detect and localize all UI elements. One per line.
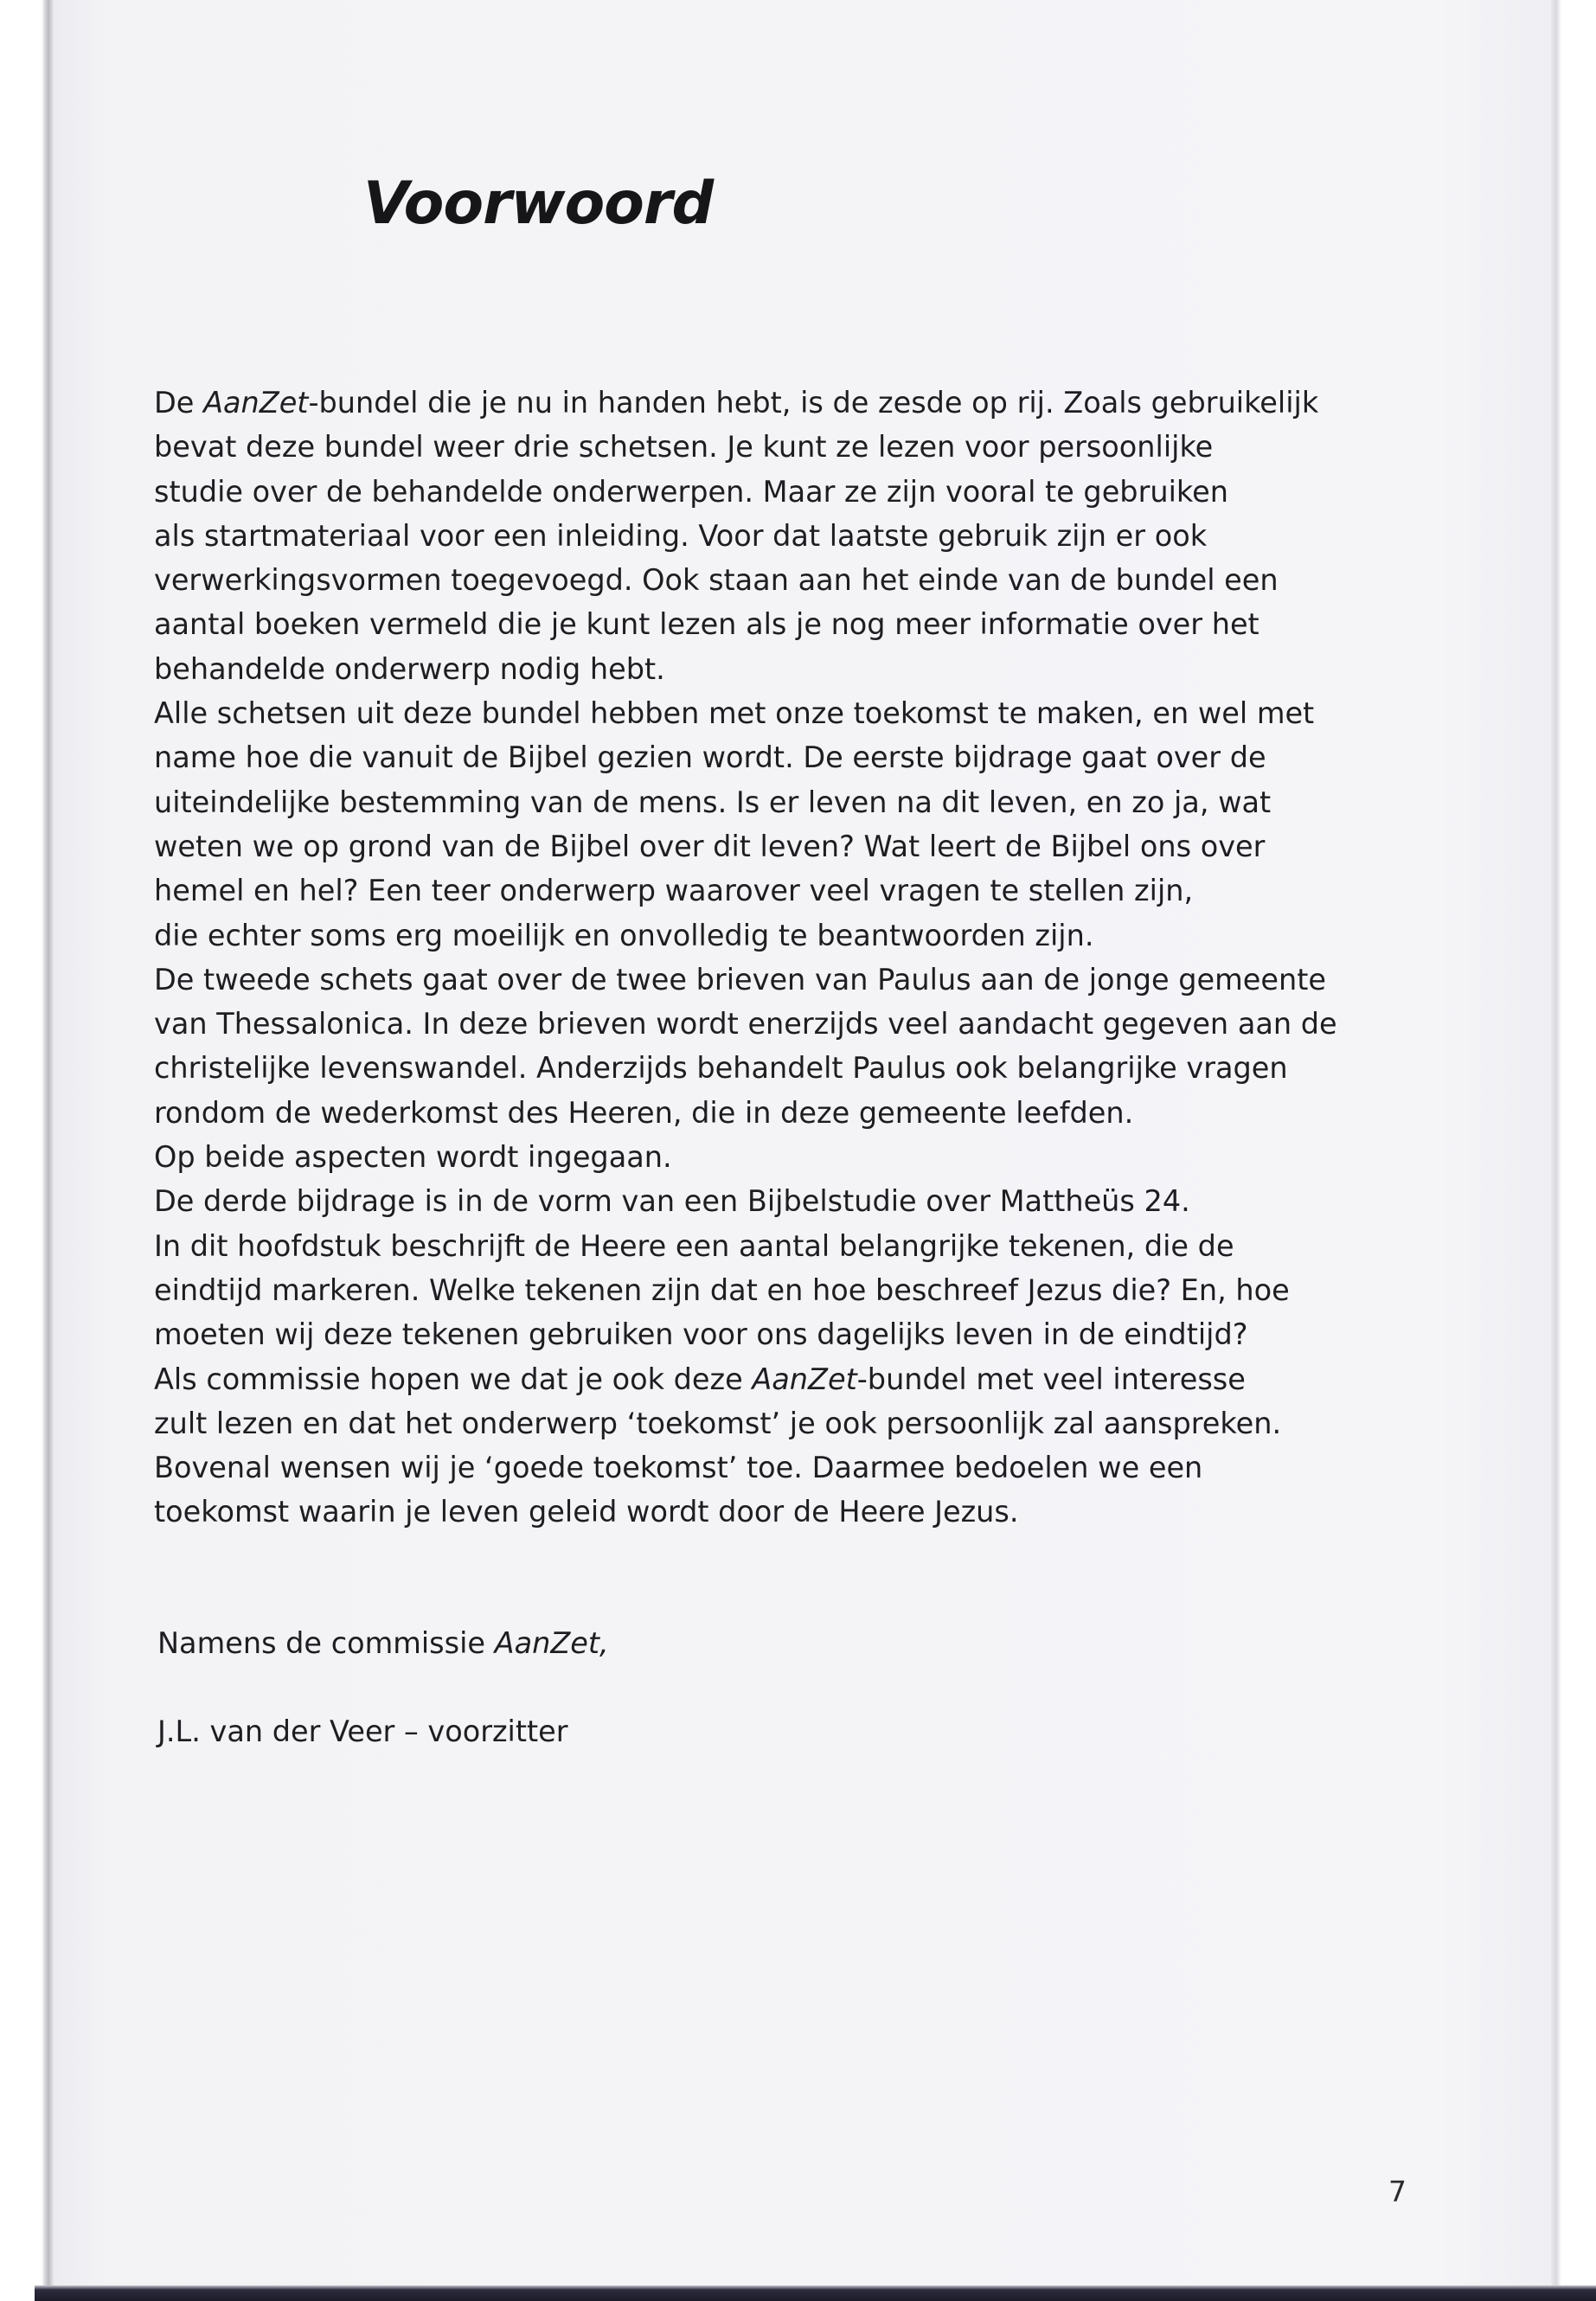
body-text-segment: weten we op grond van de Bijbel over dit leven? Wat leert de Bijbel ons over [154,829,1266,863]
body-line [154,780,1356,824]
page-right-edge [1551,0,1596,2301]
body-line [154,868,1356,913]
body-text-segment: Alle schetsen uit deze bundel hebben met onze toekomst te maken, en wel met [154,696,1315,731]
closing-committee-name: AanZet, [494,1626,609,1660]
body-line [154,1445,1356,1490]
body-line [154,470,1356,514]
body-text-segment: zult lezen en dat het onderwerp ‘toekomst’ je ook persoonlijk zal aanspreken. [154,1406,1282,1440]
page-number: 7 [1388,2175,1407,2208]
body-text-segment: toekomst waarin je leven geleid wordt door de Heere Jezus. [154,1495,1019,1529]
body-text-segment: verwerkingsvormen toegevoegd. Ook staan aan het einde van de bundel een [154,563,1279,598]
page-left-edge [0,0,54,2301]
body-text-segment: -bundel met veel interesse [856,1362,1246,1396]
body-text-segment: van Thessalonica. In deze brieven wordt enerzijds veel aandacht gegeven aan de [154,1007,1337,1042]
body-line [154,1135,1356,1179]
body-text-segment: behandelde onderwerp nodig hebt. [154,651,665,686]
body-line [154,1268,1356,1312]
page-bottom-edge [35,2285,1596,2301]
closing-line [157,1626,609,1660]
body-line [154,602,1356,646]
signature-line: J.L. van der Veer – voorzitter [157,1715,568,1748]
body-text-segment: -bundel die je nu in handen hebt, is de zesde op rij. Zoals gebruikelijk [308,386,1319,420]
body-text-segment: De derde bijdrage is in de vorm van een Bijbelstudie over Mattheüs 24. [154,1184,1190,1219]
body-text-segment: hemel en hel? Een teer onderwerp waarover veel vragen te stellen zijn, [154,874,1194,908]
body-text [154,381,1356,1535]
body-text-segment: moeten wij deze tekenen gebruiken voor ons dagelijks leven in de eindtijd? [154,1317,1248,1352]
body-line [154,1490,1356,1534]
body-text-segment: aantal boeken vermeld die je kunt lezen als je nog meer informatie over het [154,607,1259,642]
body-line [154,1224,1356,1268]
body-text-segment: rondom de wederkomst des Heeren, die in deze gemeente leefden. [154,1095,1134,1130]
body-text-segment: eindtijd markeren. Welke tekenen zijn dat en hoe beschreef Jezus die? En, hoe [154,1272,1290,1307]
body-line [154,958,1356,1002]
body-line [154,425,1356,469]
body-line [154,1401,1356,1445]
body-text-segment: bevat deze bundel weer drie schetsen. Je kunt ze lezen voor persoonlijke [154,430,1214,465]
body-line [154,913,1356,958]
body-emphasis: AanZet [203,386,309,420]
closing-text: Namens de commissie [157,1626,495,1660]
body-line [154,1091,1356,1135]
body-line [154,1312,1356,1356]
body-line [154,1002,1356,1046]
body-line [154,514,1356,558]
body-text-segment: In dit hoofdstuk beschrijft de Heere een aantal belangrijke tekenen, die de [154,1228,1234,1263]
body-text-segment: De [154,386,204,420]
body-emphasis: AanZet [752,1362,857,1396]
body-text-segment: christelijke levenswandel. Anderzijds behandelt Paulus ook belangrijke vragen [154,1051,1288,1086]
body-text-segment: Bovenal wensen wij je ‘goede toekomst’ toe. Daarmee bedoelen we een [154,1451,1203,1485]
body-line [154,1357,1356,1401]
body-line [154,1046,1356,1090]
body-text-segment: die echter soms erg moeilijk en onvolledig te beantwoorden zijn. [154,918,1094,952]
body-text-segment: studie over de behandelde onderwerpen. Maar ze zijn vooral te gebruiken [154,474,1228,509]
body-line [154,558,1356,602]
body-text-segment: als startmateriaal voor een inleiding. Voor dat laatste gebruik zijn er ook [154,518,1208,553]
body-line [154,824,1356,868]
body-text-segment: Als commissie hopen we dat je ook deze [154,1362,753,1396]
body-line [154,647,1356,691]
body-text-segment: De tweede schets gaat over de twee brieven van Paulus aan de jonge gemeente [154,962,1326,997]
body-line [154,735,1356,779]
body-line [154,691,1356,735]
body-text-segment: name hoe die vanuit de Bijbel gezien wordt. De eerste bijdrage gaat over de [154,740,1266,775]
body-line [154,381,1356,425]
body-text-segment: Op beide aspecten wordt ingegaan. [154,1140,672,1175]
page-title: Voorwoord [363,170,714,238]
body-line [154,1179,1356,1223]
body-text-segment: uiteindelijke bestemming van de mens. Is er leven na dit leven, en zo ja, wat [154,785,1272,819]
